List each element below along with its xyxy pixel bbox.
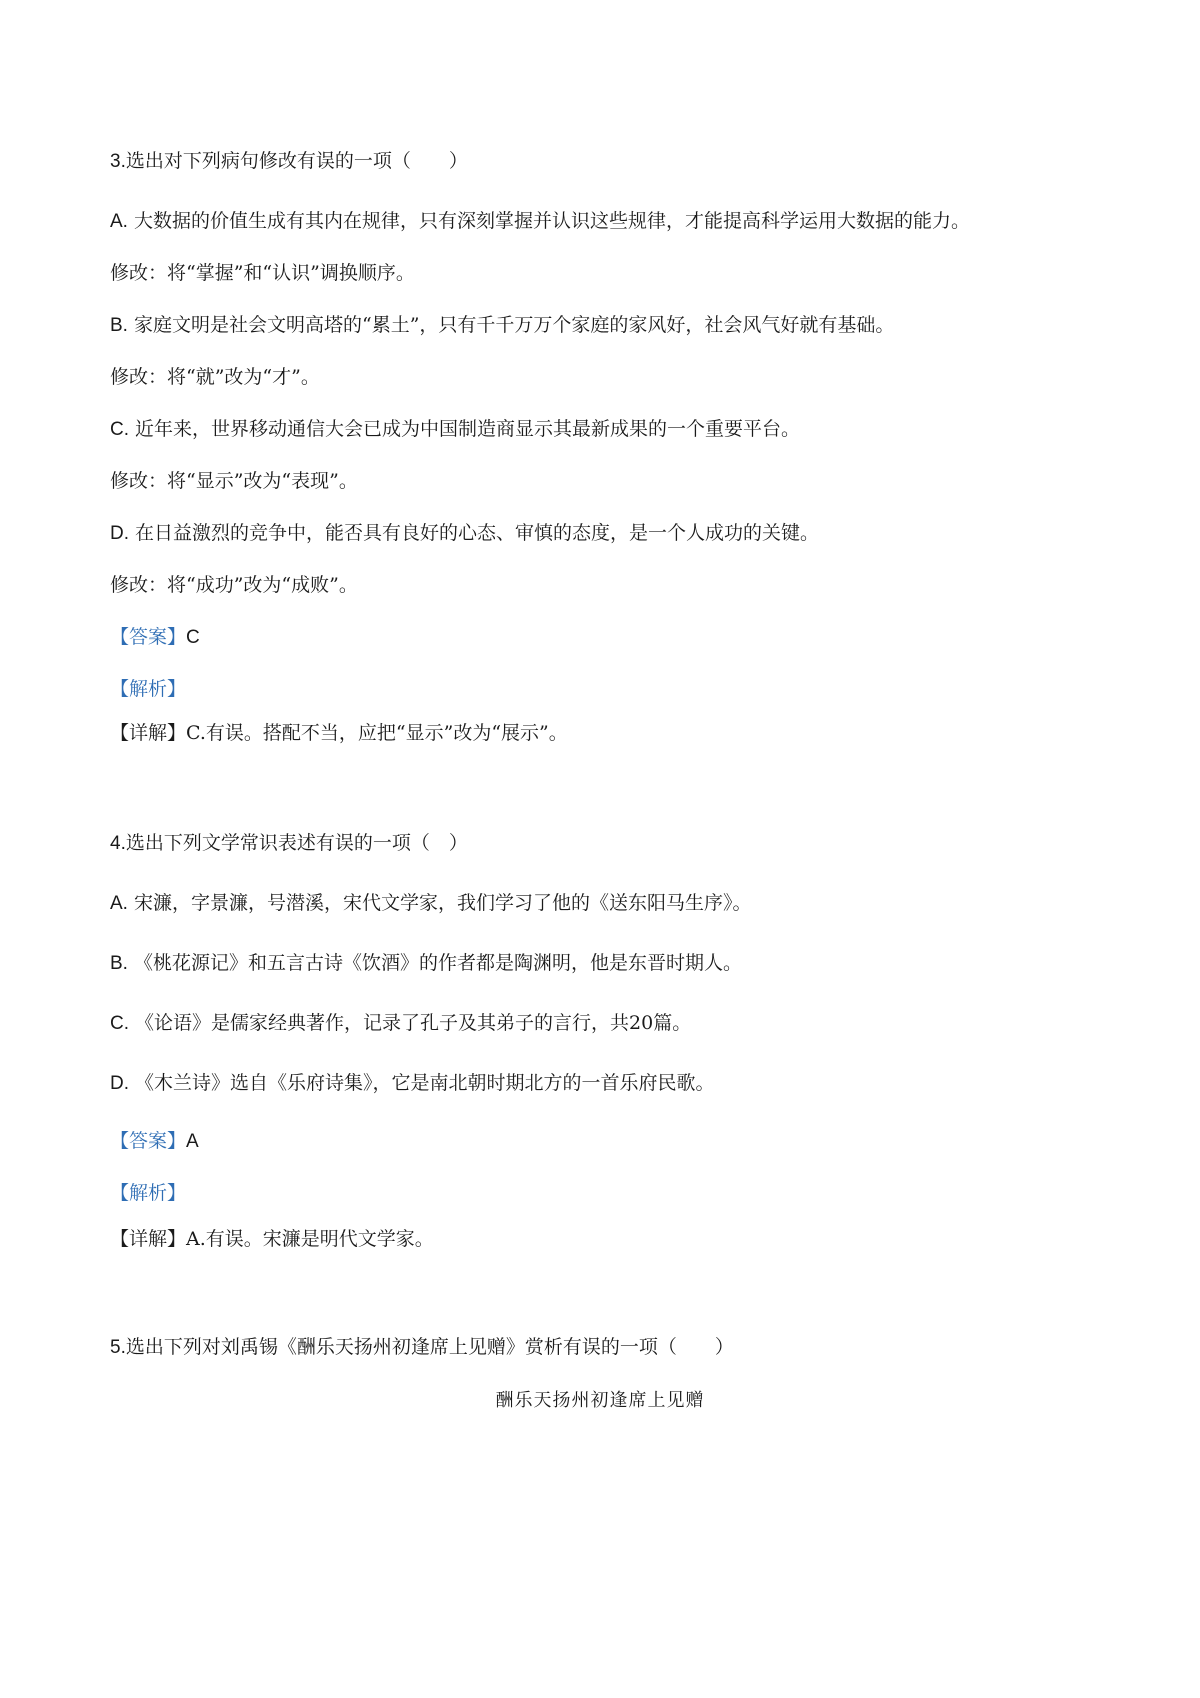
q4-option-c-label: C. xyxy=(110,1013,129,1034)
q4-option-d-text: 《木兰诗》选自《乐府诗集》，它是南北朝时期北方的一首乐府民歌。 xyxy=(135,1072,715,1094)
q3-stem xyxy=(110,148,468,175)
q4-option-b-text: 《桃花源记》和五言古诗《饮酒》的作者都是陶渊明，他是东晋时期人。 xyxy=(134,952,743,974)
q3-option-a-text: 大数据的价值生成有其内在规律，只有深刻掌握并认识这些规律，才能提高科学运用大数据的能力。 xyxy=(134,210,971,232)
q3-option-a-fix: 修改：将“掌握”和“认识”调换顺序。 xyxy=(110,262,415,284)
q4-option-c-text: 《论语》是儒家经典著作，记录了孔子及其弟子的言行，共20篇。 xyxy=(135,1012,692,1034)
q3-detail xyxy=(110,720,568,746)
q3-option-d xyxy=(110,520,819,547)
q4-option-b-label: B. xyxy=(110,953,128,974)
q4-option-d xyxy=(110,1070,715,1097)
q4-analysis-tag: 【解析】 xyxy=(110,1182,187,1204)
q4-stem-text: 选出下列文学常识表述有误的一项（ ） xyxy=(125,832,468,854)
q4-option-b xyxy=(110,950,742,977)
q4-answer-tag: 【答案】 xyxy=(110,1130,187,1152)
q4-option-a xyxy=(110,890,752,917)
q3-option-c-fix: 修改：将“显示”改为“表现”。 xyxy=(110,470,358,492)
q4-option-d-label: D. xyxy=(110,1073,129,1094)
q3-answer-value: C xyxy=(186,627,200,648)
q5-stem xyxy=(110,1334,734,1361)
q3-number: 3. xyxy=(110,151,126,172)
q4-option-c xyxy=(110,1010,691,1037)
q3-detail-text: C.有误。搭配不当，应把“显示”改为“展示”。 xyxy=(186,722,568,744)
q5-number: 5. xyxy=(110,1337,126,1358)
q3-option-c xyxy=(110,416,800,443)
q3-option-b-fix: 修改：将“就”改为“才”。 xyxy=(110,366,320,388)
q4-stem xyxy=(110,830,468,857)
q3-option-c-text: 近年来，世界移动通信大会已成为中国制造商显示其最新成果的一个重要平台。 xyxy=(135,418,801,440)
q3-option-a-label: A. xyxy=(110,211,128,232)
q3-analysis xyxy=(110,676,186,702)
q3-option-b xyxy=(110,312,894,339)
q3-answer xyxy=(110,624,200,651)
q5-poem-title: 酬乐天扬州初逢席上见赠 xyxy=(495,1390,705,1411)
q3-option-a xyxy=(110,208,970,235)
q3-analysis-tag: 【解析】 xyxy=(110,678,187,700)
q3-answer-tag: 【答案】 xyxy=(110,626,187,648)
q4-analysis xyxy=(110,1180,186,1206)
q3-option-b-label: B. xyxy=(110,315,128,336)
q4-detail xyxy=(110,1226,434,1252)
q3-option-d-text: 在日益激烈的竞争中，能否具有良好的心态、审慎的态度，是一个人成功的关键。 xyxy=(135,522,820,544)
q3-option-d-fix: 修改：将“成功”改为“成败”。 xyxy=(110,574,358,596)
q4-option-a-label: A. xyxy=(110,893,128,914)
q4-answer-value: A xyxy=(186,1131,199,1152)
q4-option-a-text: 宋濂，字景濂，号潜溪，宋代文学家，我们学习了他的《送东阳马生序》。 xyxy=(134,892,752,914)
q3-stem-text: 选出对下列病句修改有误的一项（ ） xyxy=(125,150,468,172)
q4-detail-text: A.有误。宋濂是明代文学家。 xyxy=(186,1228,434,1250)
q3-option-d-label: D. xyxy=(110,523,129,544)
q4-detail-tag: 【详解】 xyxy=(110,1228,187,1250)
q4-answer xyxy=(110,1128,199,1155)
q3-option-c-label: C. xyxy=(110,419,129,440)
q3-option-b-text: 家庭文明是社会文明高塔的“累土”，只有千千万万个家庭的家风好，社会风气好就有基础。 xyxy=(134,314,895,336)
q3-detail-tag: 【详解】 xyxy=(110,722,187,744)
q5-stem-text: 选出下列对刘禹锡《酬乐天扬州初逢席上见赠》赏析有误的一项（ ） xyxy=(125,1336,734,1358)
q4-number: 4. xyxy=(110,833,126,854)
